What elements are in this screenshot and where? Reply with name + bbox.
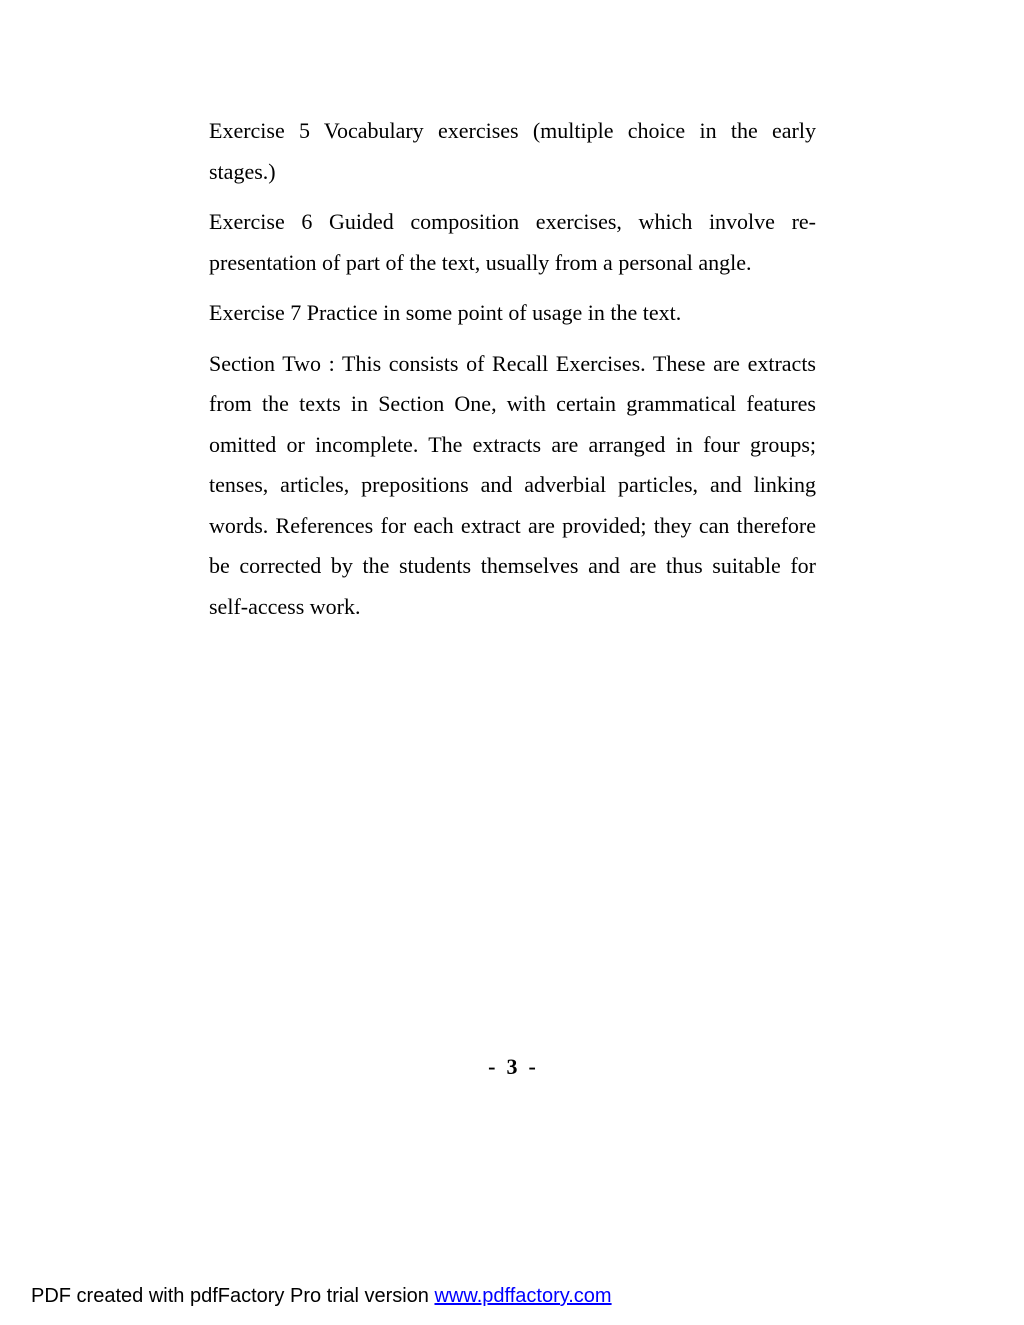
body-text (209, 111, 816, 637)
footer-link[interactable]: www.pdffactory.com (434, 1285, 612, 1307)
pdf-footer (31, 1285, 612, 1308)
paragraph-exercise-5: Exercise 5 Vocabulary exercises (multiple choice in the early stages.) (209, 118, 816, 184)
footer-text: PDF created with pdfFactory Pro trial version (31, 1285, 435, 1307)
paragraph-exercise-6: Exercise 6 Guided composition exercises, which involve re-presentation of part of the text, usually from a personal angle. (209, 209, 816, 275)
page-number: - 3 - (488, 1054, 536, 1079)
paragraph-exercise-7: Exercise 7 Practice in some point of usage in the text. (209, 300, 682, 325)
paragraph-section-two: Section Two : This consists of Recall Exercises. These are extracts from the texts in Section One, with certain grammatical features omitted or incomplete. The extracts are arranged in four groups; tenses, articles, prepositions and adverbial particles, and linking words. References for each extract are provided; they can therefore be corrected by the students themselves and are thus suitable for self-access work. (209, 350, 816, 619)
